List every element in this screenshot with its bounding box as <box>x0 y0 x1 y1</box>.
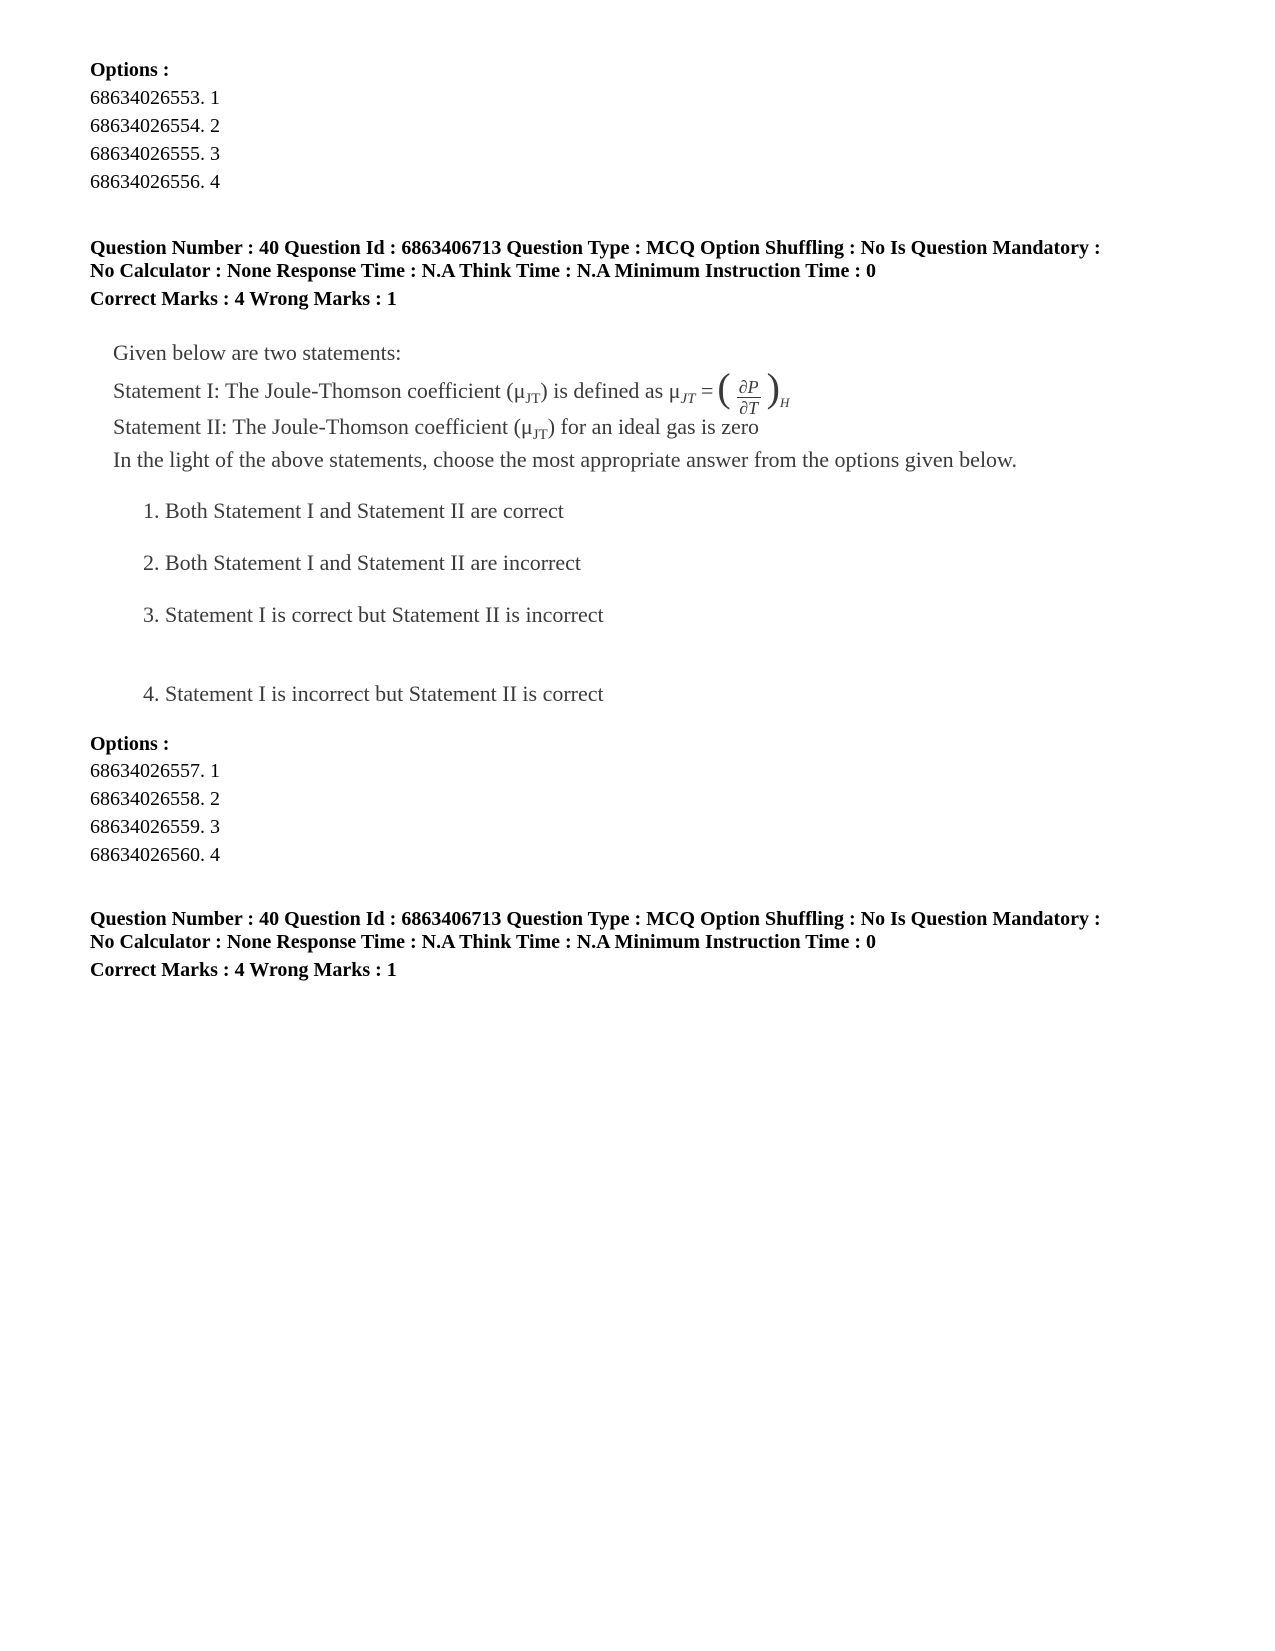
question-meta-line2: No Calculator : None Response Time : N.A Think Time : N.A Minimum Instruction Time : 0 <box>90 260 876 282</box>
question-instruction: In the light of the above statements, choose the most appropriate answer from the options given below. <box>113 447 1018 472</box>
statement-2-text: Statement II: The Joule-Thomson coefficient (μ <box>113 414 533 439</box>
partial-derivative-fraction: ( $\frac{\partial P}{\partial T}$ )$_H$ <box>717 365 790 419</box>
statement-1 <box>113 365 790 419</box>
option-item: 68634026554. 2 <box>90 115 220 137</box>
question-marks: Correct Marks : 4 Wrong Marks : 1 <box>90 959 397 981</box>
answer-choice: 2. Both Statement I and Statement II are incorrect <box>143 550 582 575</box>
statement-1-text: Statement I: The Joule-Thomson coefficient (μ <box>113 378 526 404</box>
option-item: 68634026555. 3 <box>90 143 220 165</box>
question-meta-line1: Question Number : 40 Question Id : 6863406713 Question Type : MCQ Option Shuffling : No Is Question Mandatory : <box>90 908 1101 930</box>
fraction-numerator: ∂P <box>738 377 759 398</box>
option-item: 68634026560. 4 <box>90 844 220 866</box>
question-body <box>113 340 1113 740</box>
option-item: 68634026559. 3 <box>90 816 220 838</box>
question-meta-line2: No Calculator : None Response Time : N.A Think Time : N.A Minimum Instruction Time : 0 <box>90 931 876 953</box>
question-intro: Given below are two statements: <box>113 340 402 365</box>
answer-choice: 4. Statement I is incorrect but Statement II is correct <box>143 681 604 706</box>
option-item: 68634026558. 2 <box>90 788 220 810</box>
option-item: 68634026553. 1 <box>90 87 220 109</box>
fraction-denominator: ∂T <box>739 398 759 419</box>
option-item: 68634026557. 1 <box>90 760 220 782</box>
answer-choice: 3. Statement I is correct but Statement II is incorrect <box>143 602 604 627</box>
statement-2-post: ) for an ideal gas is zero <box>547 414 760 439</box>
statement-2-subscript: JT <box>532 427 548 443</box>
options-label: Options : <box>90 59 170 81</box>
statement-1-mid: ) is defined as μ <box>540 378 681 404</box>
statement-1-subscript-2: JT <box>680 391 696 408</box>
question-meta-line1: Question Number : 40 Question Id : 6863406713 Question Type : MCQ Option Shuffling : No Is Question Mandatory : <box>90 237 1101 259</box>
fraction-subscript: H <box>779 395 790 411</box>
options-label: Options : <box>90 733 170 755</box>
answer-choice: 1. Both Statement I and Statement II are correct <box>143 498 564 523</box>
option-item: 68634026556. 4 <box>90 171 220 193</box>
question-marks: Correct Marks : 4 Wrong Marks : 1 <box>90 288 397 310</box>
statement-1-subscript: JT <box>525 391 541 408</box>
statement-1-equals: = <box>695 378 714 404</box>
statement-2 <box>113 414 760 443</box>
